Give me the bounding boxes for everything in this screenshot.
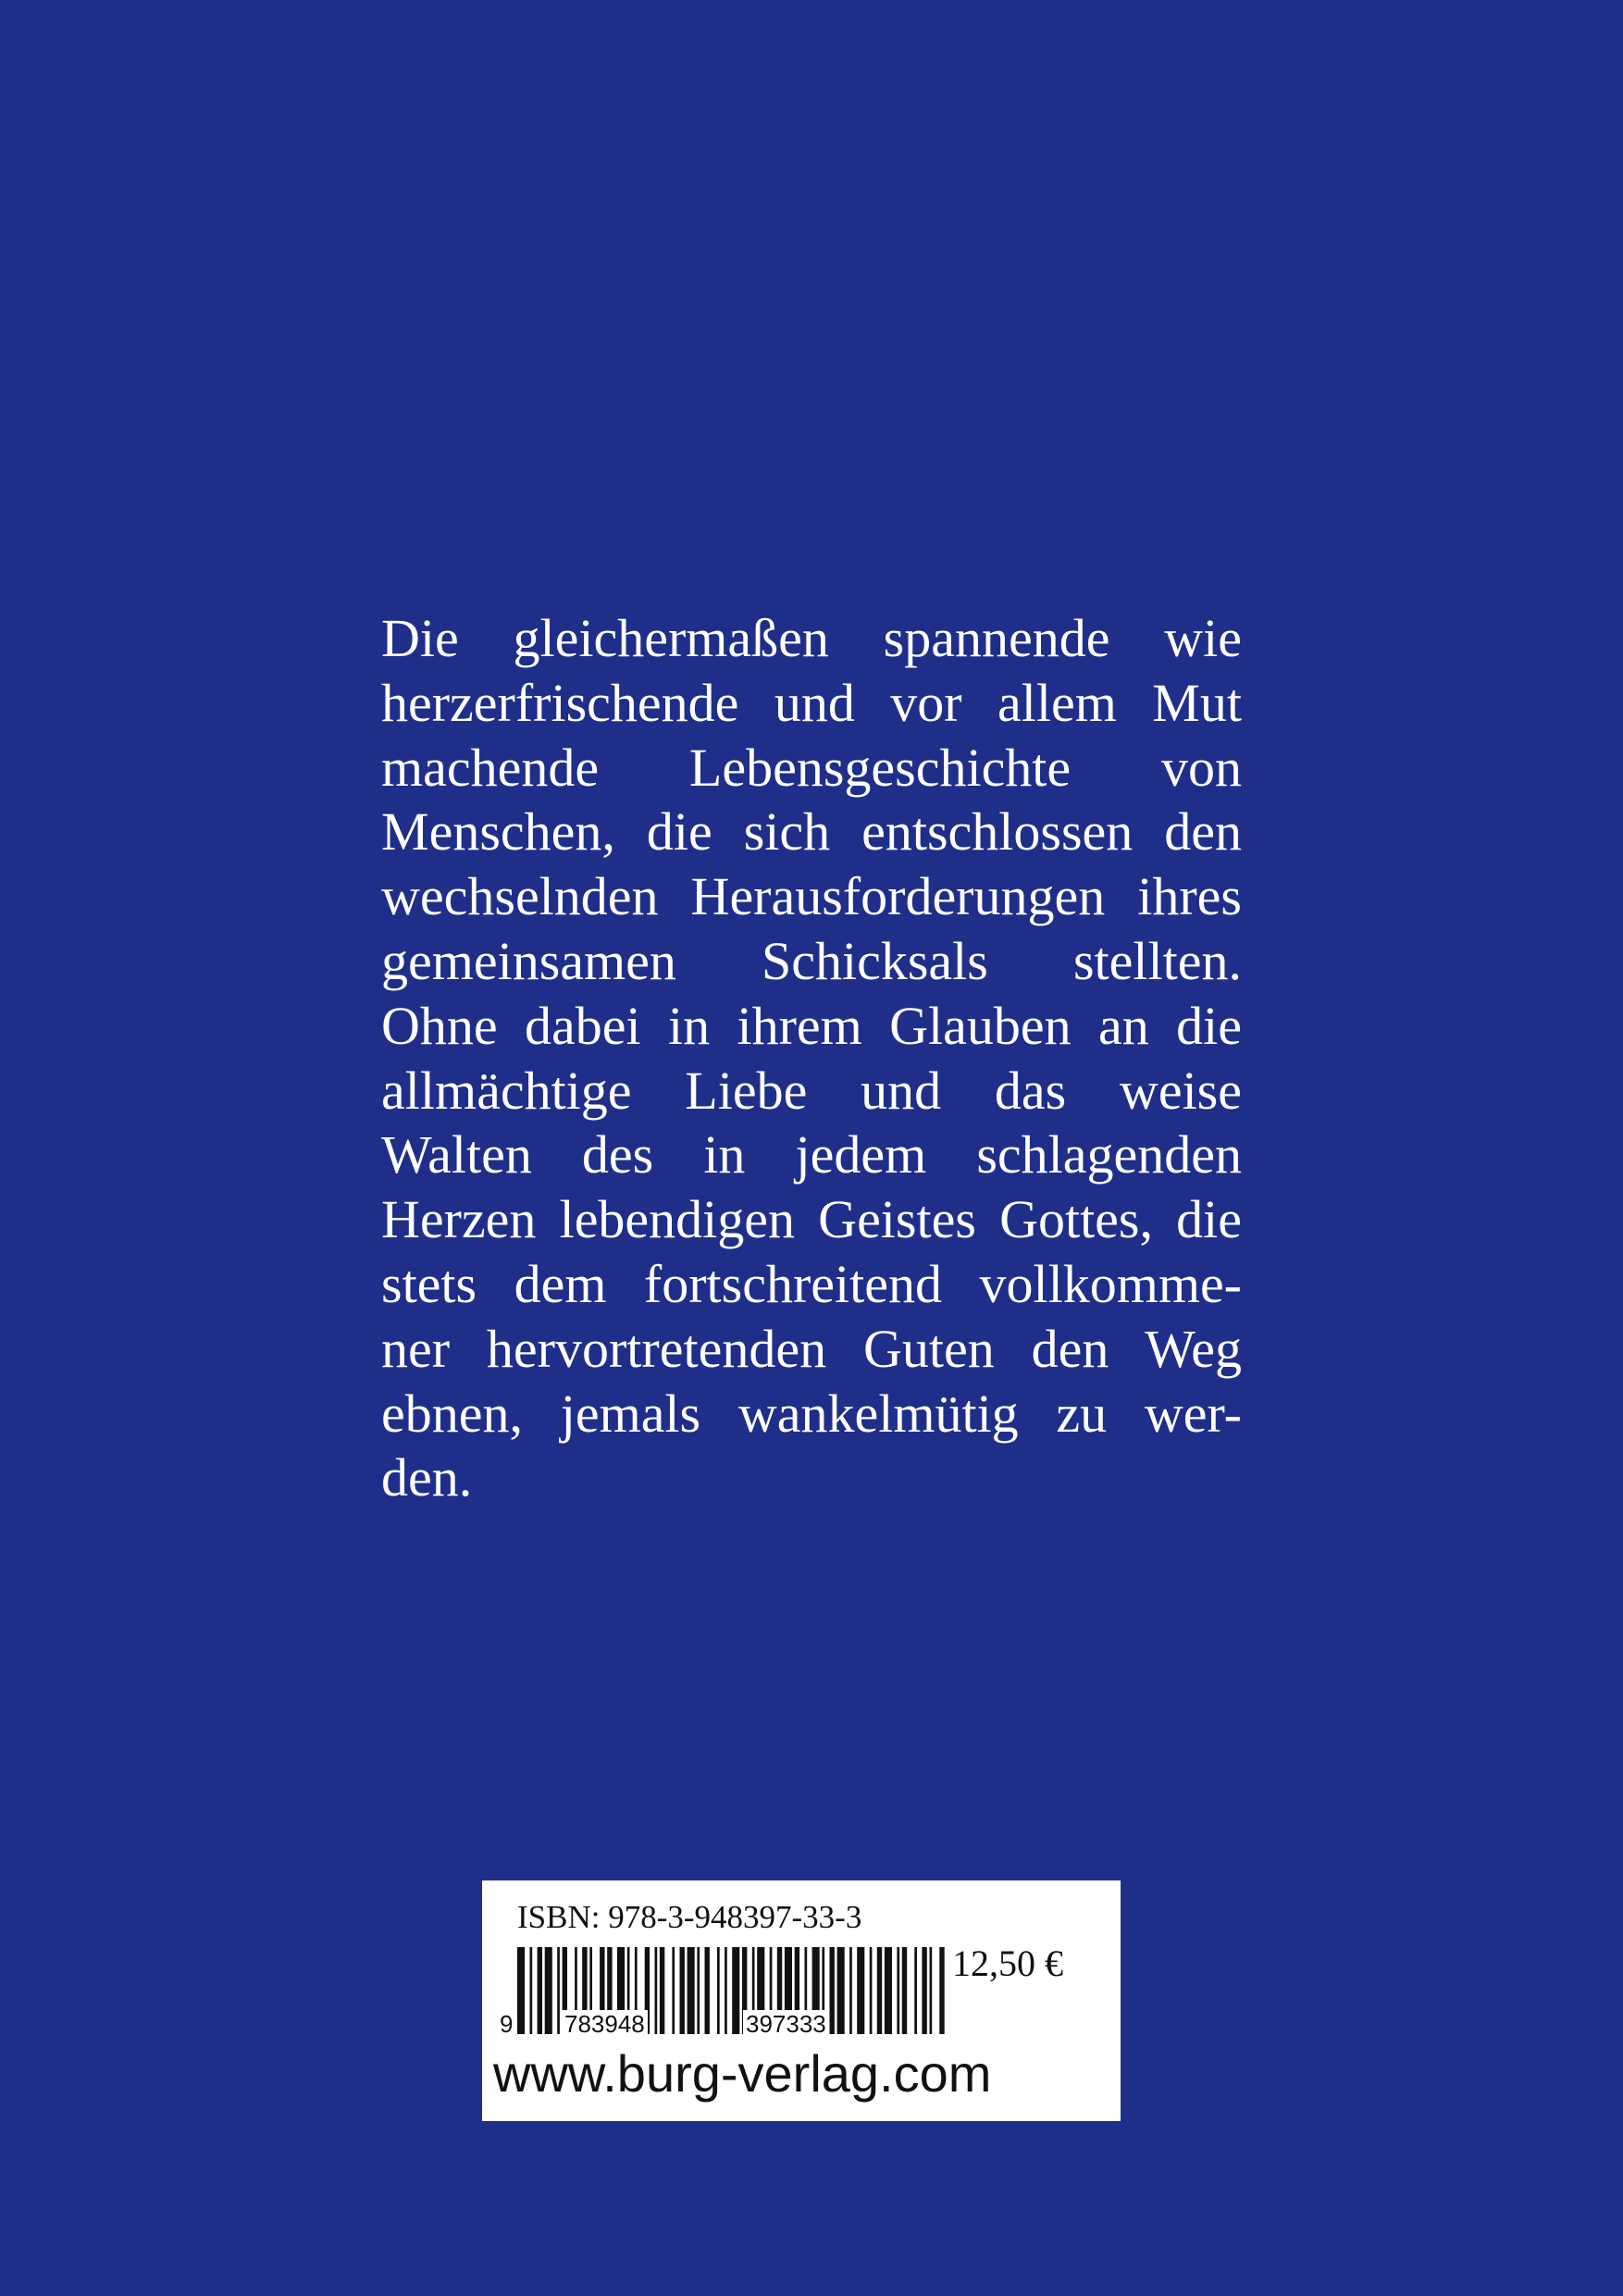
- barcode-bar: [705, 1947, 710, 2034]
- barcode-label: [482, 1880, 1121, 2121]
- blurb-line: Die gleichermaßen spannende wie: [381, 608, 1242, 668]
- barcode-bar: [725, 1947, 727, 2034]
- barcode-bar: [655, 1947, 658, 2034]
- blurb-line: Herzen lebendigen Geistes Gottes, die: [381, 1189, 1242, 1250]
- publisher-website: www.burg-verlag.com: [493, 2044, 992, 2103]
- price-text: 12,50 €: [952, 1942, 1063, 1984]
- barcode-bar: [545, 1947, 552, 2034]
- barcode-bar: [922, 1947, 926, 2034]
- barcode-bar: [830, 1947, 835, 2034]
- blurb-line: ebnen, jemals wankelmütig zu wer-: [381, 1383, 1242, 1444]
- barcode-bar: [680, 1947, 685, 2034]
- barcode-digits-left: 783948: [562, 2010, 648, 2039]
- barcode-bar: [939, 1947, 944, 2034]
- blurb-line: herzerfrischende und vor allem Mut: [381, 672, 1242, 733]
- barcode-bar: [914, 1947, 917, 2034]
- blurb-line: Walten des in jedem schlagenden: [381, 1124, 1242, 1185]
- barcode-bar: [717, 1947, 720, 2034]
- barcode-bar: [672, 1947, 675, 2034]
- barcode-bar: [688, 1947, 695, 2034]
- barcode-bar: [930, 1947, 933, 2034]
- barcode-bar: [897, 1947, 899, 2034]
- isbn-text: ISBN: 978-3-948397-33-3: [517, 1899, 862, 1935]
- barcode-bar: [902, 1947, 907, 2034]
- barcode-bar: [530, 1947, 533, 2034]
- barcode-digits-prefix: 9: [497, 2010, 515, 2039]
- blurb-line: machende Lebensgeschichte von: [381, 737, 1242, 798]
- blurb-line: Ohne dabei in ihrem Glauben an die: [381, 995, 1242, 1056]
- barcode-bar: [837, 1947, 845, 2034]
- blurb-line: allmächtige Liebe und das weise: [381, 1060, 1242, 1121]
- barcode-bar: [877, 1947, 882, 2034]
- barcode-digits-right: 397333: [743, 2010, 829, 2039]
- barcode-bar: [538, 1947, 542, 2034]
- blurb-line: Menschen, die sich entschlossen den: [381, 801, 1242, 863]
- blurb-line: ner hervortretenden Guten den Weg: [381, 1318, 1242, 1379]
- barcode-bar: [732, 1947, 739, 2034]
- blurb-line: den.: [381, 1447, 473, 1508]
- barcode-bar: [870, 1947, 873, 2034]
- barcode-bar: [557, 1947, 560, 2034]
- barcode-bar: [517, 1947, 525, 2034]
- blurb-text: [381, 606, 1242, 1510]
- blurb-line: stets dem fortschreitend vollkomme-: [381, 1253, 1242, 1314]
- blurb-line: wechselnden Herausforderungen ihres: [381, 866, 1242, 927]
- barcode-bar: [849, 1947, 852, 2034]
- barcode-bar: [697, 1947, 700, 2034]
- blurb-line: gemeinsamen Schicksals stellten.: [381, 930, 1242, 991]
- barcode-bar: [660, 1947, 664, 2034]
- barcode-bar: [885, 1947, 892, 2034]
- barcode-bar: [857, 1947, 864, 2034]
